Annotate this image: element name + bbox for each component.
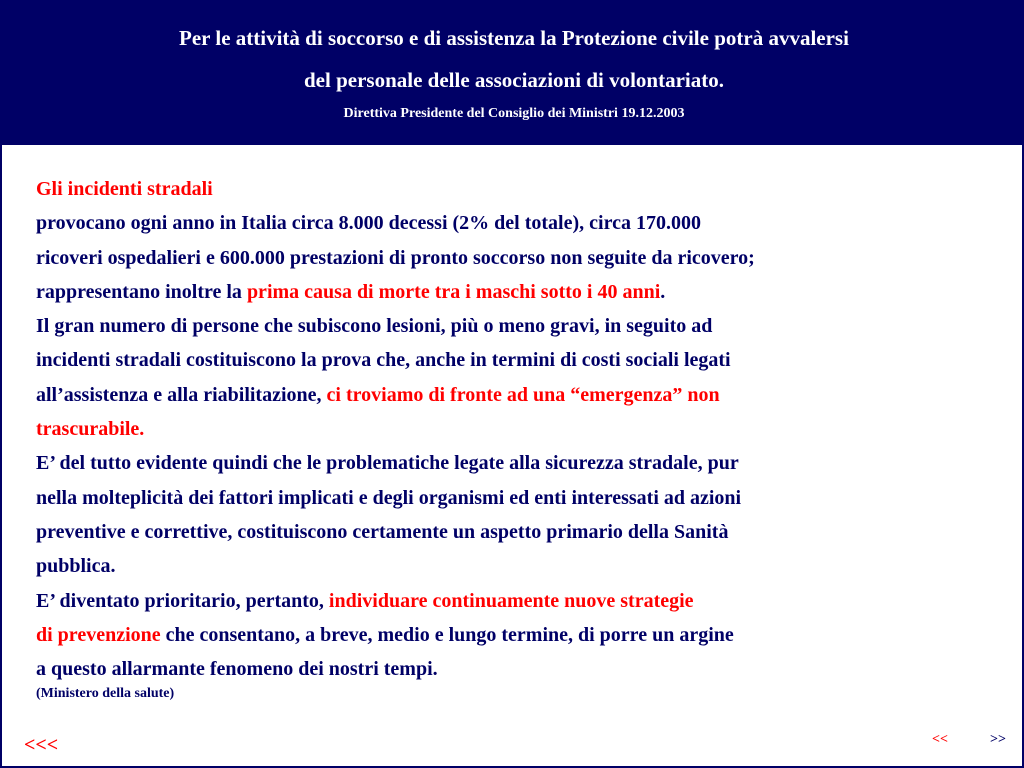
- paragraph-1-line-3: [36, 275, 996, 309]
- header-title-line-1: Per le attività di soccorso e di assistenza la Protezione civile potrà avvalersi: [179, 26, 849, 50]
- paragraph-2-line-2: incidenti stradali costituiscono la prova che, anche in termini di costi sociali legati: [36, 349, 731, 372]
- body-heading: Gli incidenti stradali: [36, 178, 213, 200]
- paragraph-2-line-3-text: all’assistenza e alla riabilitazione,: [36, 383, 327, 406]
- nav-prev-link[interactable]: <<: [932, 732, 948, 747]
- header-title-line-2: del personale delle associazioni di volontariato.: [304, 68, 724, 92]
- paragraph-4-line-1: [36, 584, 996, 618]
- source-citation: (Ministero della salute): [36, 686, 175, 701]
- paragraph-3-line-1: E’ del tutto evidente quindi che le problematiche legate alla sicurezza stradale, pur: [36, 452, 739, 475]
- paragraph-2-line-1: Il gran numero di persone che subiscono lesioni, più o meno gravi, in seguito ad: [36, 315, 713, 338]
- nav-next-link[interactable]: >>: [990, 732, 1006, 747]
- paragraph-1-line-2: ricoveri ospedalieri e 600.000 prestazioni di pronto soccorso non seguite da ricovero;: [36, 246, 755, 269]
- highlight-prima-causa: prima causa di morte tra i maschi sotto i 40 anni: [246, 280, 661, 303]
- paragraph-1-period: .: [660, 280, 666, 303]
- paragraph-3-line-4: pubblica.: [36, 555, 116, 578]
- body-text: [36, 172, 996, 686]
- highlight-prevenzione: di prevenzione: [36, 623, 161, 646]
- paragraph-1-line-1: provocano ogni anno in Italia circa 8.000 decessi (2% del totale), circa 170.000: [36, 212, 701, 235]
- paragraph-3-line-3: preventive e correttive, costituiscono certamente un aspetto primario della Sanità: [36, 520, 729, 543]
- nav-first-link[interactable]: <<<: [24, 734, 59, 756]
- paragraph-3-line-2: nella molteplicità dei fattori implicati e degli organismi ed enti interessati ad azioni: [36, 486, 742, 509]
- paragraph-4-line-1-text: E’ diventato prioritario, pertanto,: [36, 589, 329, 612]
- paragraph-4-line-3: a questo allarmante fenomeno dei nostri tempi.: [36, 658, 438, 681]
- paragraph-2-line-4: trascurabile.: [36, 418, 145, 441]
- paragraph-2-line-3: [36, 378, 996, 412]
- paragraph-4-line-2: [36, 618, 996, 652]
- header-banner: [2, 0, 1024, 145]
- highlight-emergenza: ci troviamo di fronte ad una “emergenza” non: [326, 383, 720, 406]
- paragraph-1-line-3-text: rappresentano inoltre la: [36, 280, 247, 303]
- highlight-strategie: individuare continuamente nuove strategie: [328, 589, 694, 612]
- header-subtitle: Direttiva Presidente del Consiglio dei Ministri 19.12.2003: [343, 106, 685, 121]
- paragraph-4-line-2-text: che consentano, a breve, medio e lungo termine, di porre un argine: [160, 623, 734, 646]
